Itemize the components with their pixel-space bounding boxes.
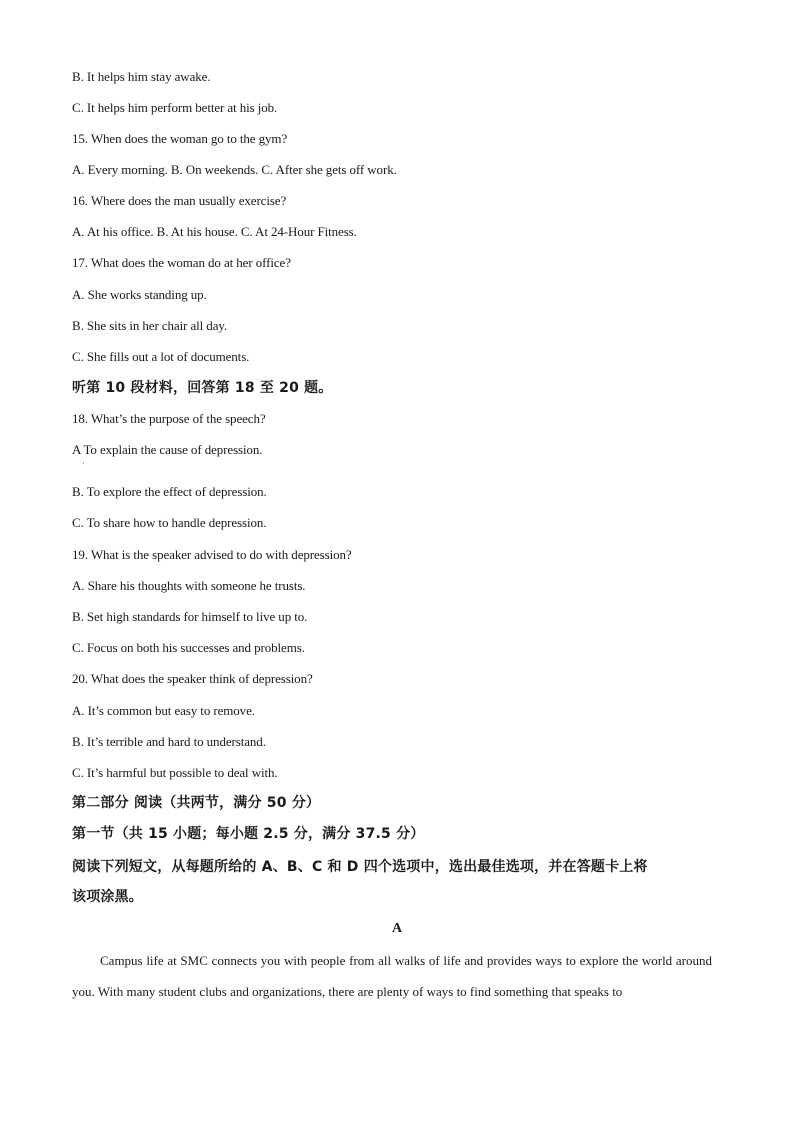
option-20c: C. It’s harmful but possible to deal with. [72, 765, 278, 780]
option-18a: A To explain the cause of depression. [72, 442, 263, 457]
option-19a: A. Share his thoughts with someone he trusts. [72, 578, 306, 593]
question-15: 15. When does the woman go to the gym? [72, 131, 288, 146]
part-two-heading: 第二部分 阅读（共两节，满分 50 分） [72, 795, 321, 811]
question-17: 17. What does the woman do at her office? [72, 255, 291, 270]
stray-mark: · [82, 459, 85, 468]
option-17c: C. She fills out a lot of documents. [72, 349, 250, 364]
passage-title: A [391, 921, 403, 936]
question-20: 20. What does the speaker think of depression? [72, 671, 313, 686]
option-18b: B. To explore the effect of depression. [72, 484, 267, 499]
option-20a: A. It’s common but easy to remove. [72, 703, 255, 718]
section-heading-material-10: 听第 10 段材料，回答第 18 至 20 题。 [72, 380, 333, 396]
passage-paragraph: Campus life at SMC connects you with people from all walks of life and provides ways to explore the world around you. With many student clubs and organizations, there are plenty of ways to find something that speaks to [72, 953, 712, 999]
section-one-heading: 第一节（共 15 小题；每小题 2.5 分，满分 37.5 分） [72, 826, 425, 842]
reading-instructions-cont: 该项涂黑。 [72, 889, 143, 905]
options-16: A. At his office. B. At his house. C. At 24-Hour Fitness. [72, 224, 357, 239]
question-16: 16. Where does the man usually exercise? [72, 193, 287, 208]
option-17a: A. She works standing up. [72, 287, 207, 302]
option-18c: C. To share how to handle depression. [72, 515, 267, 530]
option-20b: B. It’s terrible and hard to understand. [72, 734, 266, 749]
option-14b: B. It helps him stay awake. [72, 69, 211, 84]
question-19: 19. What is the speaker advised to do with depression? [72, 547, 352, 562]
option-19b: B. Set high standards for himself to live up to. [72, 609, 308, 624]
question-18: 18. What’s the purpose of the speech? [72, 411, 266, 426]
reading-instructions: 阅读下列短文，从每题所给的 A、B、C 和 D 四个选项中，选出最佳选项，并在答题卡上将 [72, 859, 648, 875]
option-14c: C. It helps him perform better at his job. [72, 100, 278, 115]
options-15: A. Every morning. B. On weekends. C. After she gets off work. [72, 162, 397, 177]
option-19c: C. Focus on both his successes and problems. [72, 640, 305, 655]
option-17b: B. She sits in her chair all day. [72, 318, 228, 333]
